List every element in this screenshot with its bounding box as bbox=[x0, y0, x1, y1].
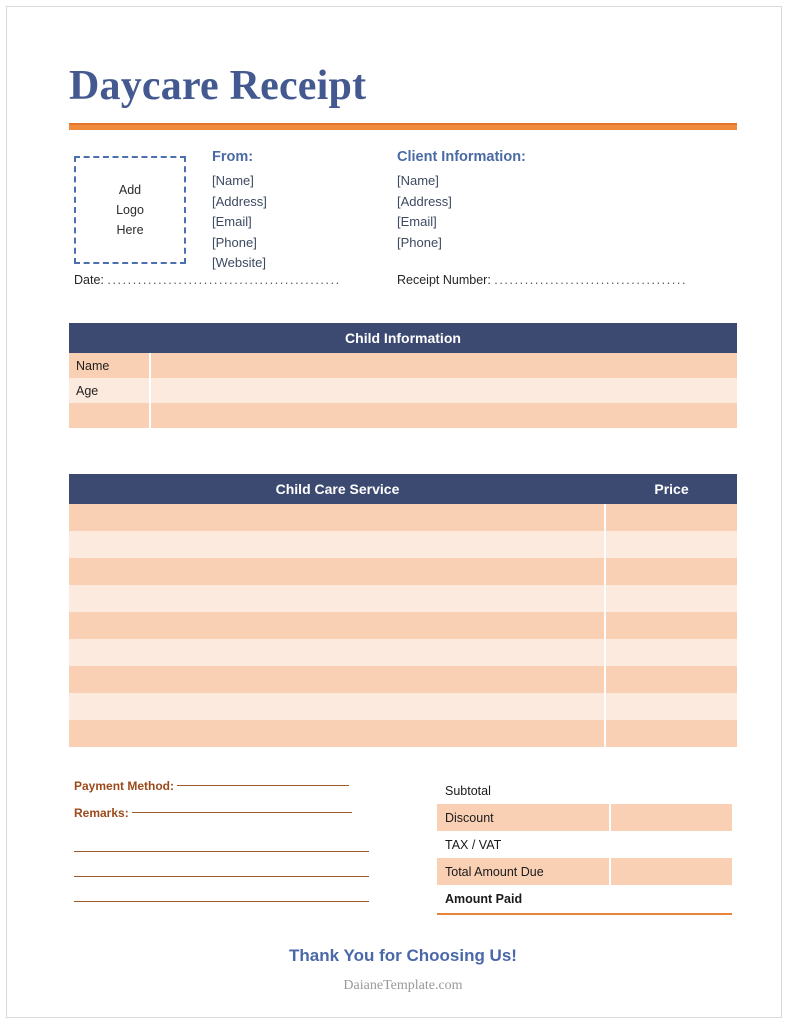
date-label: Date: bbox=[74, 273, 104, 287]
logo-placeholder-line-2: Logo bbox=[116, 203, 144, 217]
service-row bbox=[69, 720, 737, 747]
header-info-section bbox=[69, 147, 737, 271]
logo-placeholder-line-1: Add bbox=[118, 183, 142, 197]
child-row-label: Name bbox=[69, 353, 149, 378]
totals-bottom-rule bbox=[437, 913, 732, 915]
child-row-label bbox=[69, 403, 149, 428]
service-table bbox=[69, 474, 737, 747]
child-information-header bbox=[69, 323, 737, 353]
totals-rows bbox=[437, 777, 732, 912]
service-row bbox=[69, 639, 737, 666]
service-name-cell[interactable] bbox=[69, 558, 604, 585]
totals-row bbox=[437, 831, 732, 858]
totals-row-label: Subtotal bbox=[445, 783, 491, 798]
child-row-value[interactable] bbox=[151, 353, 737, 378]
service-name-cell[interactable] bbox=[69, 720, 604, 747]
payment-method-label: Payment Method: bbox=[74, 779, 175, 793]
service-price-cell[interactable] bbox=[606, 585, 737, 612]
totals-row-value[interactable] bbox=[611, 777, 732, 804]
footer bbox=[69, 943, 737, 994]
totals-row bbox=[437, 777, 732, 804]
date-field[interactable] bbox=[74, 273, 341, 287]
receipt-content bbox=[69, 47, 737, 993]
child-information-row bbox=[69, 353, 737, 378]
from-address-field[interactable]: [Address] bbox=[212, 193, 267, 209]
service-price-cell[interactable] bbox=[606, 666, 737, 693]
service-name-cell[interactable] bbox=[69, 693, 604, 720]
service-price-cell[interactable] bbox=[606, 639, 737, 666]
service-name-cell[interactable] bbox=[69, 531, 604, 558]
totals-row bbox=[437, 804, 732, 831]
header-accent-bar bbox=[69, 123, 737, 130]
service-price-cell[interactable] bbox=[606, 720, 737, 747]
service-column-header: Child Care Service bbox=[275, 481, 400, 497]
from-email-field[interactable]: [Email] bbox=[212, 214, 252, 229]
receipt-number-field[interactable] bbox=[397, 273, 687, 287]
thank-you-message: Thank You for Choosing Us! bbox=[289, 946, 517, 965]
totals-row-label: TAX / VAT bbox=[445, 837, 502, 852]
service-row bbox=[69, 666, 737, 693]
payment-and-totals-section bbox=[69, 773, 737, 913]
receipt-number-dotted-line: ...................................... bbox=[494, 273, 688, 287]
remarks-blank-line-1[interactable] bbox=[74, 851, 369, 852]
from-name-field[interactable]: [Name] bbox=[212, 173, 254, 188]
child-information-table bbox=[69, 323, 737, 428]
date-dotted-line: .............................................. bbox=[107, 273, 341, 287]
totals-row-label: Discount bbox=[437, 804, 609, 831]
payment-method-rule bbox=[177, 785, 349, 786]
totals-table bbox=[437, 777, 732, 915]
totals-row bbox=[437, 885, 732, 912]
client-phone-field[interactable]: [Phone] bbox=[397, 234, 442, 250]
totals-row-value[interactable] bbox=[611, 831, 732, 858]
service-row bbox=[69, 585, 737, 612]
remarks-blank-line-3[interactable] bbox=[74, 901, 369, 902]
totals-row-label: Amount Paid bbox=[445, 891, 523, 906]
from-phone-field[interactable]: [Phone] bbox=[212, 234, 257, 250]
service-name-cell[interactable] bbox=[69, 639, 604, 666]
client-heading: Client Information: bbox=[397, 149, 526, 165]
service-price-cell[interactable] bbox=[606, 612, 737, 639]
service-price-cell[interactable] bbox=[606, 558, 737, 585]
child-information-row bbox=[69, 403, 737, 428]
totals-row-value[interactable] bbox=[611, 804, 732, 831]
logo-placeholder-box[interactable] bbox=[74, 156, 186, 264]
meta-section bbox=[69, 273, 737, 307]
service-price-cell[interactable] bbox=[606, 531, 737, 558]
service-price-cell[interactable] bbox=[606, 693, 737, 720]
service-row bbox=[69, 558, 737, 585]
child-row-value[interactable] bbox=[151, 403, 737, 428]
from-heading: From: bbox=[212, 149, 254, 165]
service-name-cell[interactable] bbox=[69, 504, 604, 531]
client-block bbox=[397, 147, 697, 253]
brand-watermark: DaianeTemplate.com bbox=[343, 978, 463, 993]
remarks-row[interactable] bbox=[74, 800, 374, 827]
totals-row-value[interactable] bbox=[611, 858, 732, 885]
price-column-header: Price bbox=[654, 481, 689, 497]
service-row bbox=[69, 612, 737, 639]
service-row bbox=[69, 504, 737, 531]
service-table-header bbox=[69, 474, 737, 504]
totals-row-value[interactable] bbox=[611, 885, 732, 912]
from-block bbox=[212, 147, 392, 274]
service-row bbox=[69, 693, 737, 720]
client-name-field[interactable]: [Name] bbox=[397, 173, 439, 188]
remarks-rule bbox=[132, 812, 352, 813]
service-name-cell[interactable] bbox=[69, 666, 604, 693]
service-table-rows bbox=[69, 504, 737, 747]
client-address-field[interactable]: [Address] bbox=[397, 193, 452, 209]
page-title: Daycare Receipt bbox=[69, 63, 367, 109]
payment-method-row[interactable] bbox=[74, 773, 374, 800]
child-row-label: Age bbox=[69, 378, 149, 403]
totals-row-label: Total Amount Due bbox=[437, 858, 609, 885]
remarks-label: Remarks: bbox=[74, 806, 129, 820]
payment-block bbox=[74, 773, 374, 902]
child-row-value[interactable] bbox=[151, 378, 737, 403]
remarks-blank-line-2[interactable] bbox=[74, 876, 369, 877]
child-information-rows bbox=[69, 353, 737, 428]
client-email-field[interactable]: [Email] bbox=[397, 214, 437, 229]
from-website-field[interactable]: [Website] bbox=[212, 255, 266, 270]
service-row bbox=[69, 531, 737, 558]
child-information-header-label: Child Information bbox=[345, 330, 461, 346]
receipt-page bbox=[6, 6, 782, 1018]
service-name-cell[interactable] bbox=[69, 612, 604, 639]
service-price-cell[interactable] bbox=[606, 504, 737, 531]
service-name-cell[interactable] bbox=[69, 585, 604, 612]
receipt-number-label: Receipt Number: bbox=[397, 273, 491, 287]
logo-placeholder-line-3: Here bbox=[116, 223, 144, 237]
totals-row bbox=[437, 858, 732, 885]
child-information-row bbox=[69, 378, 737, 403]
